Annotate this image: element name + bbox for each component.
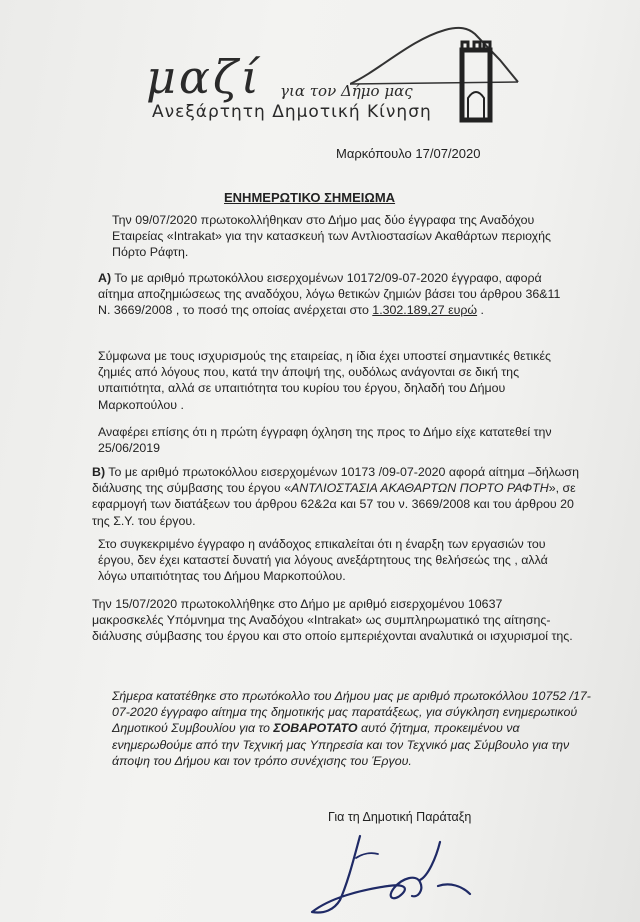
closing-part1: Σήμερα κατατέθηκε στο πρωτόκολλο του Δήμου μας με αριθμό πρωτοκόλλου 10752 /17-07-2020 έγγραφο αίτημα της δημοτικής μας παρατάξεως, για σύγκληση ενημερωτικού Δημοτικού Συμβουλίου για το [112, 689, 591, 736]
memo-paragraph: Την 15/07/2020 πρωτοκολλήθηκε στο Δήμο με αριθμό εισερχομένου 10637 μακροσκελές Υπόμνημα της Αναδόχου «Intrakat» ως συμπληρωματικό της αίτησης- διάλυσης σύμβασης του έργου και στο οποίο εμπεριέχονται αναλυτικά οι ισχυρισμοί της. [92, 597, 573, 644]
document-date: Μαρκόπουλο 17/07/2020 [336, 146, 481, 161]
section-b-paragraph [92, 464, 580, 529]
claims-paragraph: Σύμφωνα με τους ισχυρισμούς της εταιρείας, η ίδια έχει υποστεί σημαντικές θετικές ζημιές από λόγους που, κατά την άποψή της, ουδόλως ανάγονται σε δική της υπαιτιότητα, αλλά σε υπαιτιότητα του κυρίου του έργου, δηλαδή του Δήμου Μαρκοπούλου . [98, 349, 552, 412]
logo [140, 20, 520, 130]
mention-paragraph: Αναφέρει επίσης ότι η πρώτη έγγραφη όχληση της προς το Δήμο είχε κατατεθεί την 25/06/2019 [98, 425, 552, 456]
specific-paragraph: Στο συγκεκριμένο έγγραφο η ανάδοχος επικαλείται ότι η έναρξη των εργασιών του έργου, δεν έχει καταστεί δυνατή για λόγους ανεξάρτητους της θελήσεώς της , αλλά λόγω υπαιτιότητας του Δήμου Μαρκοπούλου. [98, 537, 548, 584]
section-a-amount: 1.302.189,27 ευρώ [372, 303, 478, 318]
section-a-tail: . [477, 303, 484, 318]
signature-label: Για τη Δημοτική Παράταξη [328, 810, 472, 824]
logo-wordmark: μαζί [146, 50, 262, 104]
closing-emphasis: ΣΟΒΑΡΟΤΑΤΟ [273, 721, 358, 736]
handwritten-signature [290, 828, 490, 918]
section-b-project: ΑΝΤΛΙΟΣΤΑΣΙΑ ΑΚΑΘΑΡΤΩΝ ΠΟΡΤΟ ΡΑΦΤΗ [291, 481, 549, 496]
closing-paragraph [112, 688, 592, 769]
document-heading: ΕΝΗΜΕΡΩΤΙΚΟ ΣΗΜΕΙΩΜΑ [224, 190, 396, 205]
logo-tagline: για τον Δήμο μας [280, 82, 413, 100]
closing-part2: αυτό ζήτημα, προκειμένου να ενημερωθούμε από την Τεχνική μας Υπηρεσία και τον Τεχνικό μας Σύμβουλο για την άποψη του Δήμου και τον τρόπο συνέχισης του Έργου. [112, 721, 570, 768]
section-a-text: Το με αριθμό πρωτοκόλλου εισερχομένων 10172/09-07-2020 έγγραφο, αφορά αίτημα αποζημιώσεως της αναδόχου, λόγω θετικών ζημιών βάσει του άρθρου 36&11 Ν. 3669/2008 , το ποσό της οποίας ανέρχεται στο [98, 271, 561, 318]
section-a-marker: Α) [98, 271, 112, 285]
intro-paragraph: Την 09/07/2020 πρωτοκολλήθηκαν στο Δήμο μας δύο έγγραφα της Αναδόχου Εταιρείας «Intrakat» για την κατασκευή των Αντλιοστασίων Ακαθάρτων περιοχής Πόρτο Ράφτη. [112, 213, 551, 260]
section-a-paragraph [98, 270, 576, 319]
section-b-text1: Το με αριθμό πρωτοκόλλου εισερχομένων 10173 /09-07-2020 αφορά αίτημα –δήλωση διάλυσης της σύμβασης του έργου « [92, 465, 579, 496]
section-b-marker: Β) [92, 465, 106, 479]
logo-subtitle: Ανεξάρτητη Δημοτική Κίνηση [152, 102, 432, 122]
section-b-text2: », σε εφαρμογή των διατάξεων του άρθρου 62&2α και 57 του ν. 3669/2008 και του άρθρου 20 της Σ.Υ. του έργου. [92, 481, 576, 528]
